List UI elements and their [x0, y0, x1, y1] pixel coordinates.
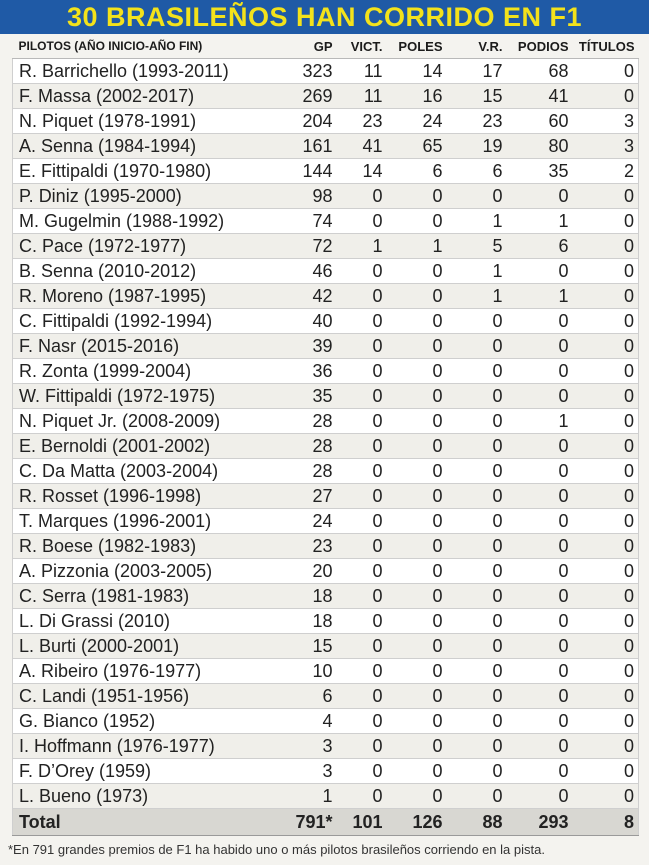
gp-cell: 40: [275, 309, 337, 334]
podiums-cell: 0: [507, 384, 573, 409]
victories-cell: 0: [337, 309, 387, 334]
victories-cell: 0: [337, 784, 387, 809]
footnote: *En 791 grandes premios de F1 ha habido uno o más pilotos brasileños corriendo en la pista.: [8, 842, 545, 857]
podiums-cell: 0: [507, 484, 573, 509]
table-row: [13, 84, 639, 109]
titles-cell: 0: [573, 309, 639, 334]
table-row: [13, 609, 639, 634]
fastest-laps-cell: 0: [447, 484, 507, 509]
gp-cell: 4: [275, 709, 337, 734]
driver-name-cell: R. Zonta (1999-2004): [13, 359, 275, 384]
fastest-laps-cell: 6: [447, 159, 507, 184]
table-row: [13, 784, 639, 809]
poles-cell: 0: [387, 259, 447, 284]
fastest-laps-cell: 0: [447, 334, 507, 359]
table-body: [13, 59, 639, 836]
fastest-laps-cell: 1: [447, 209, 507, 234]
drivers-table-container: [12, 34, 638, 836]
table-row: [13, 459, 639, 484]
gp-cell: 46: [275, 259, 337, 284]
victories-cell: 0: [337, 634, 387, 659]
page-title: 30 BRASILEÑOS HAN CORRIDO EN F1: [66, 1, 583, 32]
driver-name-cell: R. Rosset (1996-1998): [13, 484, 275, 509]
victories-cell: 41: [337, 134, 387, 159]
poles-cell: 14: [387, 59, 447, 84]
podiums-cell: 0: [507, 684, 573, 709]
gp-cell: 20: [275, 559, 337, 584]
poles-cell: 0: [387, 559, 447, 584]
table-row: [13, 309, 639, 334]
header-gp: GP: [275, 34, 337, 59]
podiums-cell: 0: [507, 659, 573, 684]
titles-cell: 0: [573, 584, 639, 609]
titles-cell: 0: [573, 684, 639, 709]
titles-cell: 0: [573, 409, 639, 434]
table-row: [13, 759, 639, 784]
gp-cell: 74: [275, 209, 337, 234]
table-row: [13, 684, 639, 709]
titles-cell: 0: [573, 459, 639, 484]
gp-cell: 6: [275, 684, 337, 709]
gp-cell: 323: [275, 59, 337, 84]
table-row: [13, 359, 639, 384]
fastest-laps-cell: 0: [447, 609, 507, 634]
titles-cell: 0: [573, 259, 639, 284]
gp-cell: 10: [275, 659, 337, 684]
driver-name-cell: W. Fittipaldi (1972-1975): [13, 384, 275, 409]
driver-name-cell: C. Da Matta (2003-2004): [13, 459, 275, 484]
driver-name-cell: I. Hoffmann (1976-1977): [13, 734, 275, 759]
total-victories: 101: [337, 809, 387, 836]
table-row: [13, 284, 639, 309]
driver-name-cell: A. Ribeiro (1976-1977): [13, 659, 275, 684]
gp-cell: 18: [275, 609, 337, 634]
titles-cell: 0: [573, 84, 639, 109]
poles-cell: 0: [387, 484, 447, 509]
victories-cell: 0: [337, 609, 387, 634]
victories-cell: 0: [337, 284, 387, 309]
victories-cell: 0: [337, 184, 387, 209]
titles-cell: 0: [573, 184, 639, 209]
podiums-cell: 41: [507, 84, 573, 109]
podiums-cell: 80: [507, 134, 573, 159]
gp-cell: 3: [275, 734, 337, 759]
podiums-cell: 0: [507, 259, 573, 284]
poles-cell: 0: [387, 609, 447, 634]
driver-name-cell: M. Gugelmin (1988-1992): [13, 209, 275, 234]
fastest-laps-cell: 0: [447, 459, 507, 484]
podiums-cell: 6: [507, 234, 573, 259]
fastest-laps-cell: 0: [447, 559, 507, 584]
poles-cell: 16: [387, 84, 447, 109]
podiums-cell: 0: [507, 759, 573, 784]
driver-name-cell: C. Serra (1981-1983): [13, 584, 275, 609]
driver-name-cell: A. Pizzonia (2003-2005): [13, 559, 275, 584]
gp-cell: 35: [275, 384, 337, 409]
fastest-laps-cell: 0: [447, 509, 507, 534]
victories-cell: 0: [337, 584, 387, 609]
poles-cell: 0: [387, 184, 447, 209]
titles-cell: 0: [573, 234, 639, 259]
victories-cell: 0: [337, 334, 387, 359]
titles-cell: 0: [573, 534, 639, 559]
title-banner: [0, 0, 649, 34]
header-podios: PODIOS: [507, 34, 573, 59]
gp-cell: 204: [275, 109, 337, 134]
titles-cell: 0: [573, 59, 639, 84]
fastest-laps-cell: 0: [447, 309, 507, 334]
gp-cell: 72: [275, 234, 337, 259]
gp-cell: 42: [275, 284, 337, 309]
fastest-laps-cell: 0: [447, 709, 507, 734]
podiums-cell: 0: [507, 309, 573, 334]
gp-cell: 161: [275, 134, 337, 159]
total-podiums: 293: [507, 809, 573, 836]
poles-cell: 6: [387, 159, 447, 184]
gp-cell: 3: [275, 759, 337, 784]
total-poles: 126: [387, 809, 447, 836]
gp-cell: 28: [275, 434, 337, 459]
poles-cell: 0: [387, 409, 447, 434]
victories-cell: 0: [337, 459, 387, 484]
podiums-cell: 0: [507, 709, 573, 734]
victories-cell: 0: [337, 509, 387, 534]
fastest-laps-cell: 0: [447, 534, 507, 559]
fastest-laps-cell: 0: [447, 184, 507, 209]
driver-name-cell: B. Senna (2010-2012): [13, 259, 275, 284]
fastest-laps-cell: 19: [447, 134, 507, 159]
header-titulos: TÍTULOS: [573, 34, 639, 59]
fastest-laps-cell: 0: [447, 359, 507, 384]
victories-cell: 11: [337, 59, 387, 84]
victories-cell: 23: [337, 109, 387, 134]
titles-cell: 0: [573, 659, 639, 684]
table-row: [13, 384, 639, 409]
titles-cell: 0: [573, 609, 639, 634]
table-row: [13, 334, 639, 359]
driver-name-cell: C. Pace (1972-1977): [13, 234, 275, 259]
table-row: [13, 634, 639, 659]
header-vr: V.R.: [447, 34, 507, 59]
poles-cell: 0: [387, 709, 447, 734]
table-row: [13, 584, 639, 609]
driver-name-cell: A. Senna (1984-1994): [13, 134, 275, 159]
driver-name-cell: E. Fittipaldi (1970-1980): [13, 159, 275, 184]
table-row: [13, 484, 639, 509]
gp-cell: 28: [275, 459, 337, 484]
titles-cell: 0: [573, 209, 639, 234]
driver-name-cell: N. Piquet (1978-1991): [13, 109, 275, 134]
victories-cell: 0: [337, 384, 387, 409]
podiums-cell: 0: [507, 359, 573, 384]
gp-cell: 15: [275, 634, 337, 659]
fastest-laps-cell: 15: [447, 84, 507, 109]
podiums-cell: 0: [507, 609, 573, 634]
driver-name-cell: C. Fittipaldi (1992-1994): [13, 309, 275, 334]
gp-cell: 269: [275, 84, 337, 109]
fastest-laps-cell: 0: [447, 409, 507, 434]
table-row: [13, 509, 639, 534]
podiums-cell: 0: [507, 434, 573, 459]
table-row: [13, 734, 639, 759]
podiums-cell: 0: [507, 559, 573, 584]
titles-cell: 0: [573, 384, 639, 409]
titles-cell: 0: [573, 284, 639, 309]
podiums-cell: 0: [507, 734, 573, 759]
podiums-cell: 1: [507, 209, 573, 234]
victories-cell: 1: [337, 234, 387, 259]
poles-cell: 0: [387, 209, 447, 234]
gp-cell: 24: [275, 509, 337, 534]
victories-cell: 0: [337, 409, 387, 434]
fastest-laps-cell: 5: [447, 234, 507, 259]
table-row: [13, 134, 639, 159]
table-row: [13, 234, 639, 259]
table-row: [13, 259, 639, 284]
driver-name-cell: L. Burti (2000-2001): [13, 634, 275, 659]
titles-cell: 0: [573, 359, 639, 384]
titles-cell: 3: [573, 134, 639, 159]
podiums-cell: 0: [507, 584, 573, 609]
drivers-table: [12, 34, 639, 836]
podiums-cell: 68: [507, 59, 573, 84]
poles-cell: 0: [387, 459, 447, 484]
podiums-cell: 0: [507, 184, 573, 209]
victories-cell: 0: [337, 259, 387, 284]
fastest-laps-cell: 0: [447, 659, 507, 684]
victories-cell: 0: [337, 359, 387, 384]
podiums-cell: 0: [507, 334, 573, 359]
gp-cell: 36: [275, 359, 337, 384]
driver-name-cell: F. Massa (2002-2017): [13, 84, 275, 109]
driver-name-cell: E. Bernoldi (2001-2002): [13, 434, 275, 459]
fastest-laps-cell: 0: [447, 434, 507, 459]
victories-cell: 0: [337, 534, 387, 559]
poles-cell: 0: [387, 534, 447, 559]
podiums-cell: 60: [507, 109, 573, 134]
victories-cell: 0: [337, 759, 387, 784]
poles-cell: 0: [387, 759, 447, 784]
driver-name-cell: F. Nasr (2015-2016): [13, 334, 275, 359]
titles-cell: 0: [573, 634, 639, 659]
victories-cell: 11: [337, 84, 387, 109]
fastest-laps-cell: 0: [447, 584, 507, 609]
total-row: [13, 809, 639, 836]
table-row: [13, 409, 639, 434]
driver-name-cell: C. Landi (1951-1956): [13, 684, 275, 709]
podiums-cell: 0: [507, 509, 573, 534]
total-label: Total: [13, 809, 275, 836]
poles-cell: 0: [387, 584, 447, 609]
fastest-laps-cell: 0: [447, 384, 507, 409]
fastest-laps-cell: 0: [447, 759, 507, 784]
podiums-cell: 0: [507, 534, 573, 559]
victories-cell: 14: [337, 159, 387, 184]
fastest-laps-cell: 1: [447, 259, 507, 284]
driver-name-cell: T. Marques (1996-2001): [13, 509, 275, 534]
fastest-laps-cell: 0: [447, 634, 507, 659]
victories-cell: 0: [337, 209, 387, 234]
table-row: [13, 209, 639, 234]
poles-cell: 0: [387, 384, 447, 409]
total-titles: 8: [573, 809, 639, 836]
gp-cell: 28: [275, 409, 337, 434]
titles-cell: 0: [573, 559, 639, 584]
poles-cell: 0: [387, 284, 447, 309]
driver-name-cell: R. Boese (1982-1983): [13, 534, 275, 559]
gp-cell: 98: [275, 184, 337, 209]
victories-cell: 0: [337, 734, 387, 759]
titles-cell: 0: [573, 509, 639, 534]
driver-name-cell: F. D’Orey (1959): [13, 759, 275, 784]
table-row: [13, 109, 639, 134]
driver-name-cell: L. Bueno (1973): [13, 784, 275, 809]
titles-cell: 0: [573, 759, 639, 784]
podiums-cell: 0: [507, 459, 573, 484]
titles-cell: 0: [573, 734, 639, 759]
table-row: [13, 59, 639, 84]
poles-cell: 0: [387, 434, 447, 459]
victories-cell: 0: [337, 684, 387, 709]
podiums-cell: 1: [507, 409, 573, 434]
driver-name-cell: P. Diniz (1995-2000): [13, 184, 275, 209]
total-fastest-laps: 88: [447, 809, 507, 836]
fastest-laps-cell: 0: [447, 684, 507, 709]
fastest-laps-cell: 23: [447, 109, 507, 134]
poles-cell: 0: [387, 634, 447, 659]
fastest-laps-cell: 17: [447, 59, 507, 84]
driver-name-cell: N. Piquet Jr. (2008-2009): [13, 409, 275, 434]
driver-name-cell: R. Moreno (1987-1995): [13, 284, 275, 309]
victories-cell: 0: [337, 484, 387, 509]
podiums-cell: 1: [507, 284, 573, 309]
gp-cell: 27: [275, 484, 337, 509]
titles-cell: 0: [573, 334, 639, 359]
total-gp: 791*: [275, 809, 337, 836]
table-row: [13, 534, 639, 559]
titles-cell: 0: [573, 784, 639, 809]
driver-name-cell: R. Barrichello (1993-2011): [13, 59, 275, 84]
titles-cell: 3: [573, 109, 639, 134]
poles-cell: 0: [387, 659, 447, 684]
podiums-cell: 35: [507, 159, 573, 184]
podiums-cell: 0: [507, 634, 573, 659]
poles-cell: 65: [387, 134, 447, 159]
table-row: [13, 159, 639, 184]
fastest-laps-cell: 0: [447, 734, 507, 759]
poles-cell: 24: [387, 109, 447, 134]
poles-cell: 0: [387, 359, 447, 384]
header-poles: POLES: [387, 34, 447, 59]
fastest-laps-cell: 0: [447, 784, 507, 809]
header-pilotos: PILOTOS (AÑO INICIO-AÑO FIN): [13, 34, 275, 59]
titles-cell: 0: [573, 434, 639, 459]
header-row: [13, 34, 639, 59]
poles-cell: 0: [387, 334, 447, 359]
gp-cell: 23: [275, 534, 337, 559]
fastest-laps-cell: 1: [447, 284, 507, 309]
gp-cell: 144: [275, 159, 337, 184]
gp-cell: 1: [275, 784, 337, 809]
table-row: [13, 659, 639, 684]
victories-cell: 0: [337, 559, 387, 584]
gp-cell: 18: [275, 584, 337, 609]
victories-cell: 0: [337, 709, 387, 734]
titles-cell: 0: [573, 484, 639, 509]
poles-cell: 0: [387, 509, 447, 534]
poles-cell: 0: [387, 309, 447, 334]
podiums-cell: 0: [507, 784, 573, 809]
table-row: [13, 434, 639, 459]
poles-cell: 0: [387, 784, 447, 809]
poles-cell: 0: [387, 734, 447, 759]
table-row: [13, 184, 639, 209]
header-victorias: VICT.: [337, 34, 387, 59]
gp-cell: 39: [275, 334, 337, 359]
driver-name-cell: L. Di Grassi (2010): [13, 609, 275, 634]
titles-cell: 0: [573, 709, 639, 734]
table-row: [13, 559, 639, 584]
poles-cell: 0: [387, 684, 447, 709]
victories-cell: 0: [337, 659, 387, 684]
victories-cell: 0: [337, 434, 387, 459]
driver-name-cell: G. Bianco (1952): [13, 709, 275, 734]
table-row: [13, 709, 639, 734]
titles-cell: 2: [573, 159, 639, 184]
poles-cell: 1: [387, 234, 447, 259]
